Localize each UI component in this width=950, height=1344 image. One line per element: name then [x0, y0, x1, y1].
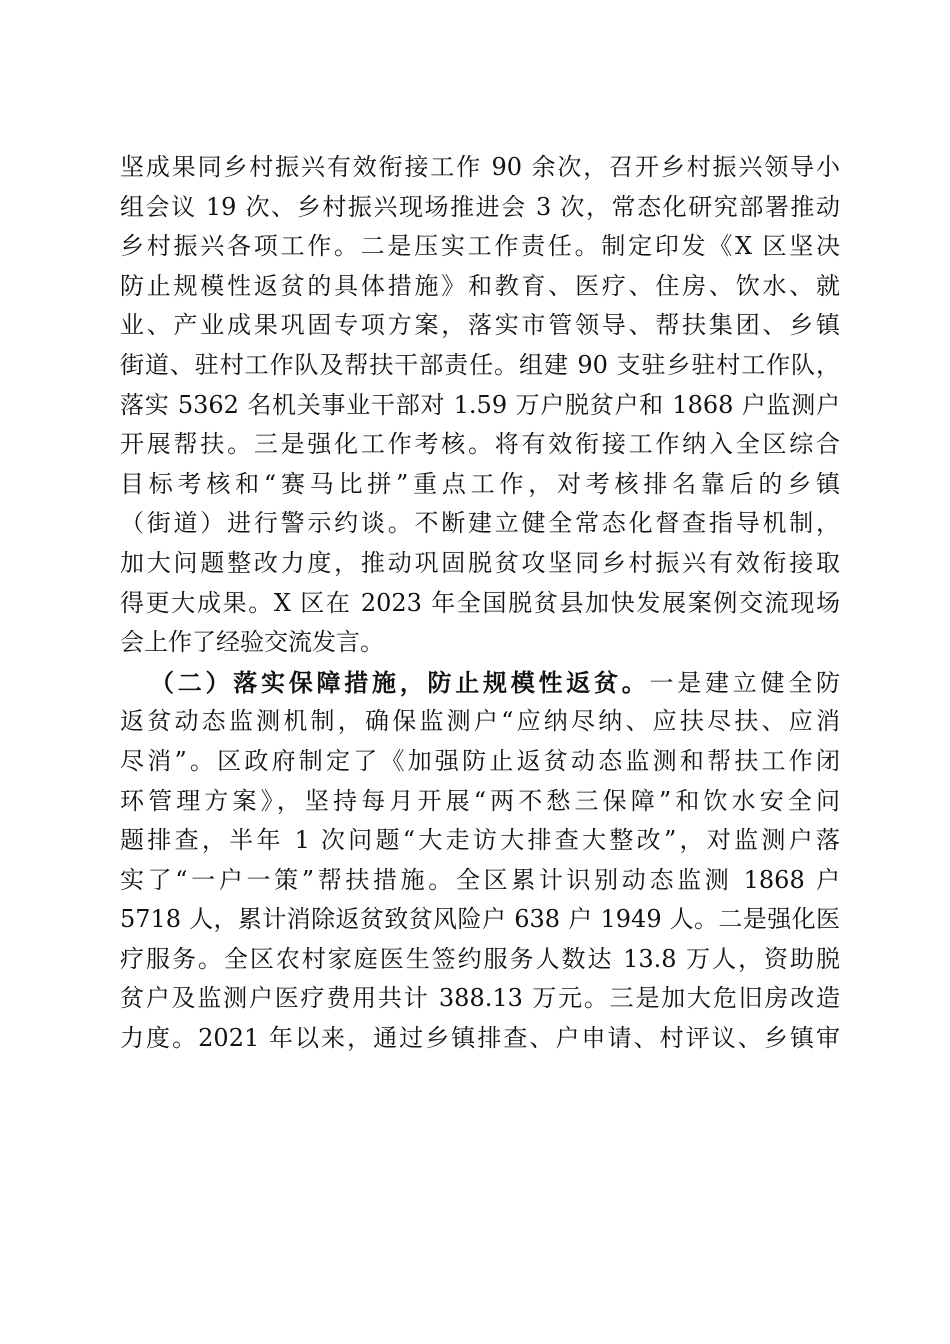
- text-line: 环管理方案》，坚持每月开展“两不愁三保障”和饮水安全问: [120, 786, 840, 815]
- text-line: 加大问题整改力度，推动巩固脱贫攻坚同乡村振兴有效衔接取: [120, 548, 840, 577]
- text-line: 实了“一户一策”帮扶措施。全区累计识别动态监测 1868 户: [120, 865, 840, 894]
- text-line: 贫户及监测户医疗费用共计 388.13 万元。三是加大危旧房改造: [120, 984, 840, 1013]
- paragraph-2-first-line: [120, 663, 840, 703]
- text-line: 业、产业成果巩固专项方案，落实市管领导、帮扶集团、乡镇: [120, 311, 840, 340]
- text-line: 坚成果同乡村振兴有效衔接工作 90 余次，召开乡村振兴领导小: [120, 153, 840, 181]
- text-line: （街道）进行警示约谈。不断建立健全常态化督查指导机制，: [120, 509, 840, 538]
- text-line: 5718 人，累计消除返贫致贫风险户 638 户 1949 人。二是强化医: [120, 905, 840, 934]
- text-line: 返贫动态监测机制，确保监测户“应纳尽纳、应扶尽扶、应消: [120, 707, 840, 736]
- text-line: 力度。2021 年以来，通过乡镇排查、户申请、村评议、乡镇审: [120, 1024, 840, 1053]
- body-text: [120, 148, 840, 1059]
- paragraph-2: [120, 663, 840, 1059]
- text-line: 题排查，半年 1 次问题“大走访大排查大整改”，对监测户落: [120, 826, 840, 855]
- text-line: 目标考核和“赛马比拼”重点工作，对考核排名靠后的乡镇: [120, 469, 840, 498]
- text-line: 街道、驻村工作队及帮扶干部责任。组建 90 支驻乡驻村工作队，: [120, 350, 840, 379]
- text-line: 得更大成果。X 区在 2023 年全国脱贫县加快发展案例交流现场: [120, 588, 840, 617]
- text-line: 乡村振兴各项工作。二是压实工作责任。制定印发《X 区坚决: [120, 232, 840, 261]
- text-line: 尽消”。区政府制定了《加强防止返贫动态监测和帮扶工作闭: [120, 746, 840, 775]
- paragraph-1: [120, 148, 840, 663]
- text-line: 开展帮扶。三是强化工作考核。将有效衔接工作纳入全区综合: [120, 430, 840, 459]
- section-heading: （二）落实保障措施，防止规模性返贫。: [150, 667, 650, 697]
- text-line: 防止规模性返贫的具体措施》和教育、医疗、住房、饮水、就: [120, 271, 840, 300]
- text-line: 疗服务。全区农村家庭医生签约服务人数达 13.8 万人，资助脱: [120, 944, 840, 973]
- text-line: 组会议 19 次、乡村振兴现场推进会 3 次，常态化研究部署推动: [120, 192, 840, 221]
- text-line: 落实 5362 名机关事业干部对 1.59 万户脱贫户和 1868 户监测户: [120, 390, 840, 419]
- text-line: 会上作了经验交流发言。: [120, 628, 384, 657]
- heading-continuation: 一是建立健全防: [649, 668, 840, 697]
